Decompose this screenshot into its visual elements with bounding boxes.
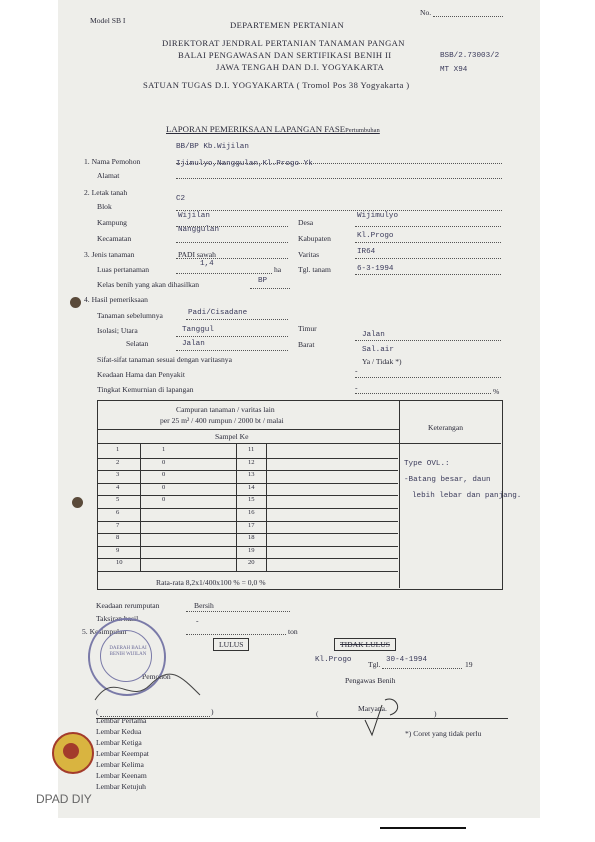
isolation-west-value: Sal.air bbox=[362, 346, 394, 354]
copy-label: Lembar Kelima bbox=[96, 760, 144, 769]
sample-value: 0 bbox=[162, 471, 166, 479]
isolation-north-line bbox=[176, 336, 288, 337]
table-average: Rata-rata 8,2x1/400x100 % = 0,0 % bbox=[156, 578, 266, 587]
applicant-signature bbox=[90, 665, 210, 710]
copy-label: Lembar Keenam bbox=[96, 771, 147, 780]
sample-number: 5 bbox=[116, 496, 120, 504]
table-header-line2: per 25 m² / 400 rumpun / 2000 bt / malai bbox=[160, 416, 284, 425]
isolation-north-value: Tanggul bbox=[182, 326, 214, 334]
planting-date-label: Tgl. tanam bbox=[298, 265, 331, 274]
kecamatan-label: Kecamatan bbox=[97, 234, 132, 243]
number-line bbox=[433, 16, 503, 17]
kampung-value: Wijilan bbox=[178, 212, 210, 220]
sign-date-value: 30-4-1994 bbox=[386, 656, 428, 664]
stamp-text: DAERAH BALAI BENIH WIJILAN bbox=[109, 646, 147, 657]
sample-number: 6 bbox=[116, 509, 120, 516]
location-label: 2. Letak tanah bbox=[84, 188, 128, 197]
punch-hole-bottom bbox=[72, 497, 83, 508]
sample-number: 19 bbox=[248, 546, 255, 554]
sample-value: 0 bbox=[162, 458, 166, 466]
applicant-sign-open: ( bbox=[96, 707, 99, 716]
traits-label: Sifat-sifat tanaman sesuai dengan varitasnya bbox=[97, 355, 232, 364]
number-label: No. bbox=[420, 8, 432, 17]
sample-number: 7 bbox=[116, 521, 120, 529]
remarks-line-1: Type OVL.: bbox=[404, 460, 450, 468]
sample-number: 2 bbox=[116, 458, 120, 466]
sample-number: 12 bbox=[248, 458, 255, 466]
pest-label: Keadaan Hama dan Penyakit bbox=[97, 370, 185, 379]
varietas-line bbox=[355, 258, 501, 259]
sign-date-label: Tgl. bbox=[368, 660, 381, 669]
previous-crop-label: Tanaman sebelumnya bbox=[97, 311, 163, 320]
area-value: 1,4 bbox=[200, 260, 214, 268]
inspector-signature bbox=[360, 690, 420, 740]
ministry-title: DEPARTEMEN PERTANIAN bbox=[230, 20, 345, 30]
table-header-sample: Sampel Ke bbox=[215, 432, 249, 441]
weeds-line bbox=[186, 611, 290, 612]
address-label: Alamat bbox=[97, 171, 120, 180]
sign-year: 19 bbox=[465, 660, 473, 669]
sample-number: 8 bbox=[116, 534, 120, 542]
copy-label: Lembar Pertama bbox=[96, 716, 147, 725]
table-rule-2 bbox=[98, 443, 501, 444]
report-title bbox=[166, 124, 380, 134]
isolation-south-line bbox=[176, 350, 288, 351]
conclusion-label: 5. Kesimpulan bbox=[82, 627, 127, 636]
sample-value: 0 bbox=[162, 483, 166, 491]
kabupaten-label: Kabupaten bbox=[298, 234, 331, 243]
bottom-bar bbox=[380, 827, 466, 829]
isolation-north-label: Isolasi; Utara bbox=[97, 326, 138, 335]
kampung-label: Kampung bbox=[97, 218, 127, 227]
report-title-phase: Pertumbuhan bbox=[345, 127, 380, 134]
estimate-value: - bbox=[196, 616, 199, 625]
desa-line bbox=[355, 226, 501, 227]
sample-number: 4 bbox=[116, 483, 120, 491]
isolation-west-label: Barat bbox=[298, 340, 315, 349]
inspector-sign-close: ) bbox=[434, 709, 437, 718]
seed-class-label: Kelas benih yang akan dihasilkan bbox=[97, 280, 200, 289]
sample-number: 18 bbox=[248, 534, 255, 542]
kabupaten-line bbox=[355, 242, 501, 243]
reference-date: MT X94 bbox=[440, 66, 468, 74]
estimate-line bbox=[186, 634, 286, 635]
footer-rule bbox=[96, 718, 508, 719]
kabupaten-value: Kl.Progo bbox=[357, 232, 394, 240]
purity-line bbox=[355, 393, 491, 394]
sample-number: 1 bbox=[116, 446, 120, 453]
previous-crop-line bbox=[186, 319, 288, 320]
desa-label: Desa bbox=[298, 218, 314, 227]
table-rule-1 bbox=[98, 429, 399, 430]
copy-label: Lembar Ketiga bbox=[96, 738, 142, 747]
kecamatan-value: Nanggulan bbox=[178, 226, 220, 234]
copy-label: Lembar Kedua bbox=[96, 727, 142, 736]
crop-type-label: 3. Jenis tanaman bbox=[84, 250, 135, 259]
seed-class-line bbox=[250, 288, 290, 289]
isolation-east-line bbox=[355, 340, 501, 341]
purity-unit: % bbox=[493, 387, 500, 396]
crop-type-value: PADI sawah bbox=[178, 250, 216, 259]
inspector-name: Maryana. bbox=[358, 704, 387, 713]
sample-number: 9 bbox=[116, 546, 120, 554]
pass-box: LULUS bbox=[213, 638, 249, 651]
remarks-line-2: -Batang besar, daun bbox=[404, 476, 491, 484]
purity-label: Tingkat Kemurnian di lapangan bbox=[97, 385, 194, 394]
sample-number: 10 bbox=[116, 559, 123, 567]
address-value: Ijimulyo,Nanggulan,Kl.Progo Yk bbox=[176, 160, 313, 168]
table-header-remarks: Keterangan bbox=[428, 423, 463, 432]
model-label: Model SB I bbox=[90, 16, 126, 25]
block-value: C2 bbox=[176, 195, 186, 203]
sample-column-rule bbox=[140, 444, 141, 571]
report-title-main: LAPORAN PEMERIKSAAN LAPANGAN FASE bbox=[166, 124, 346, 134]
purity-value: - bbox=[355, 383, 358, 392]
sample-value: 1 bbox=[162, 446, 166, 453]
sample-column-rule bbox=[236, 444, 237, 571]
area-unit: ha bbox=[274, 265, 282, 274]
dpad-logo bbox=[52, 732, 94, 774]
pest-value: - bbox=[355, 366, 358, 375]
applicant-code: BB/BP Kb.Wijilan bbox=[176, 143, 249, 151]
punch-hole-top bbox=[70, 297, 81, 308]
sample-number: 3 bbox=[116, 471, 120, 479]
sample-number: 15 bbox=[248, 496, 255, 504]
sample-number: 17 bbox=[248, 521, 255, 529]
isolation-east-value: Jalan bbox=[362, 331, 385, 339]
unit-title: SATUAN TUGAS D.I. YOGYAKARTA ( Tromol Pos 38 Yogyakarta ) bbox=[143, 80, 410, 90]
block-label: Blok bbox=[97, 202, 112, 211]
area-label: Luas pertanaman bbox=[97, 265, 150, 274]
sample-number: 16 bbox=[248, 509, 255, 516]
previous-crop-value: Padi/Cisadane bbox=[188, 309, 248, 317]
region-title: JAWA TENGAH DAN D.I. YOGYAKARTA bbox=[216, 62, 385, 72]
applicant-sign-close: ) bbox=[211, 707, 214, 716]
sign-date-line bbox=[382, 668, 462, 669]
planting-date-line bbox=[355, 274, 501, 275]
table-header-line1: Campuran tanaman / varitas lain bbox=[176, 405, 275, 414]
crop-type-line bbox=[176, 258, 288, 259]
weeds-value: Bersih bbox=[194, 601, 214, 610]
copy-label: Lembar Ketujuh bbox=[96, 782, 146, 791]
block-line bbox=[176, 210, 502, 211]
address-line bbox=[176, 178, 502, 179]
inspector-title: Pengawas Benih bbox=[345, 676, 396, 685]
isolation-south-label: Selatan bbox=[126, 339, 149, 348]
results-label: 4. Hasil pemeriksaan bbox=[84, 295, 148, 304]
inspector-sign-open: ( bbox=[316, 709, 319, 718]
pest-line bbox=[355, 377, 501, 378]
watermark: DPAD DIY bbox=[36, 792, 92, 806]
sample-value: 0 bbox=[162, 496, 166, 504]
planting-date-value: 6-3-1994 bbox=[357, 265, 394, 273]
isolation-south-value: Jalan bbox=[182, 340, 205, 348]
copy-label: Lembar Keempat bbox=[96, 749, 149, 758]
sample-row-rule bbox=[98, 571, 398, 572]
estimate-label: Taksiran hasil bbox=[96, 614, 139, 623]
seed-class-value: BP bbox=[258, 277, 268, 285]
applicant-name-label: 1. Nama Pemohon bbox=[84, 157, 141, 166]
sample-number: 13 bbox=[248, 471, 255, 479]
isolation-east-label: Timur bbox=[298, 324, 317, 333]
traits-value: Ya / Tidak *) bbox=[362, 357, 402, 366]
fail-box: TIDAK LULUS bbox=[334, 638, 396, 651]
sample-number: 11 bbox=[248, 446, 255, 453]
applicant-sign-label: Pemohon bbox=[142, 672, 171, 681]
varietas-label: Varitas bbox=[298, 250, 320, 259]
directorate-title: DIREKTORAT JENDRAL PERTANIAN TANAMAN PANGAN bbox=[162, 38, 405, 48]
note-text: *) Coret yang tidak perlu bbox=[405, 729, 482, 738]
kecamatan-line bbox=[176, 242, 288, 243]
sample-number: 20 bbox=[248, 559, 255, 567]
remarks-line-3: lebih lebar dan panjang. bbox=[412, 492, 522, 500]
table-divider-remarks bbox=[399, 401, 400, 588]
office-title: BALAI PENGAWASAN DAN SERTIFIKASI BENIH II bbox=[178, 50, 392, 60]
area-line bbox=[176, 273, 272, 274]
desa-value: Wijimulyo bbox=[357, 212, 399, 220]
estimate-unit: ton bbox=[288, 627, 298, 636]
varietas-value: IR64 bbox=[357, 248, 376, 256]
reference-number: BSB/2.73003/2 bbox=[440, 52, 500, 60]
sample-number: 14 bbox=[248, 483, 255, 491]
sign-place: Kl.Progo bbox=[315, 656, 352, 664]
sample-column-rule bbox=[266, 444, 267, 571]
weeds-label: Keadaan rerumputan bbox=[96, 601, 160, 610]
